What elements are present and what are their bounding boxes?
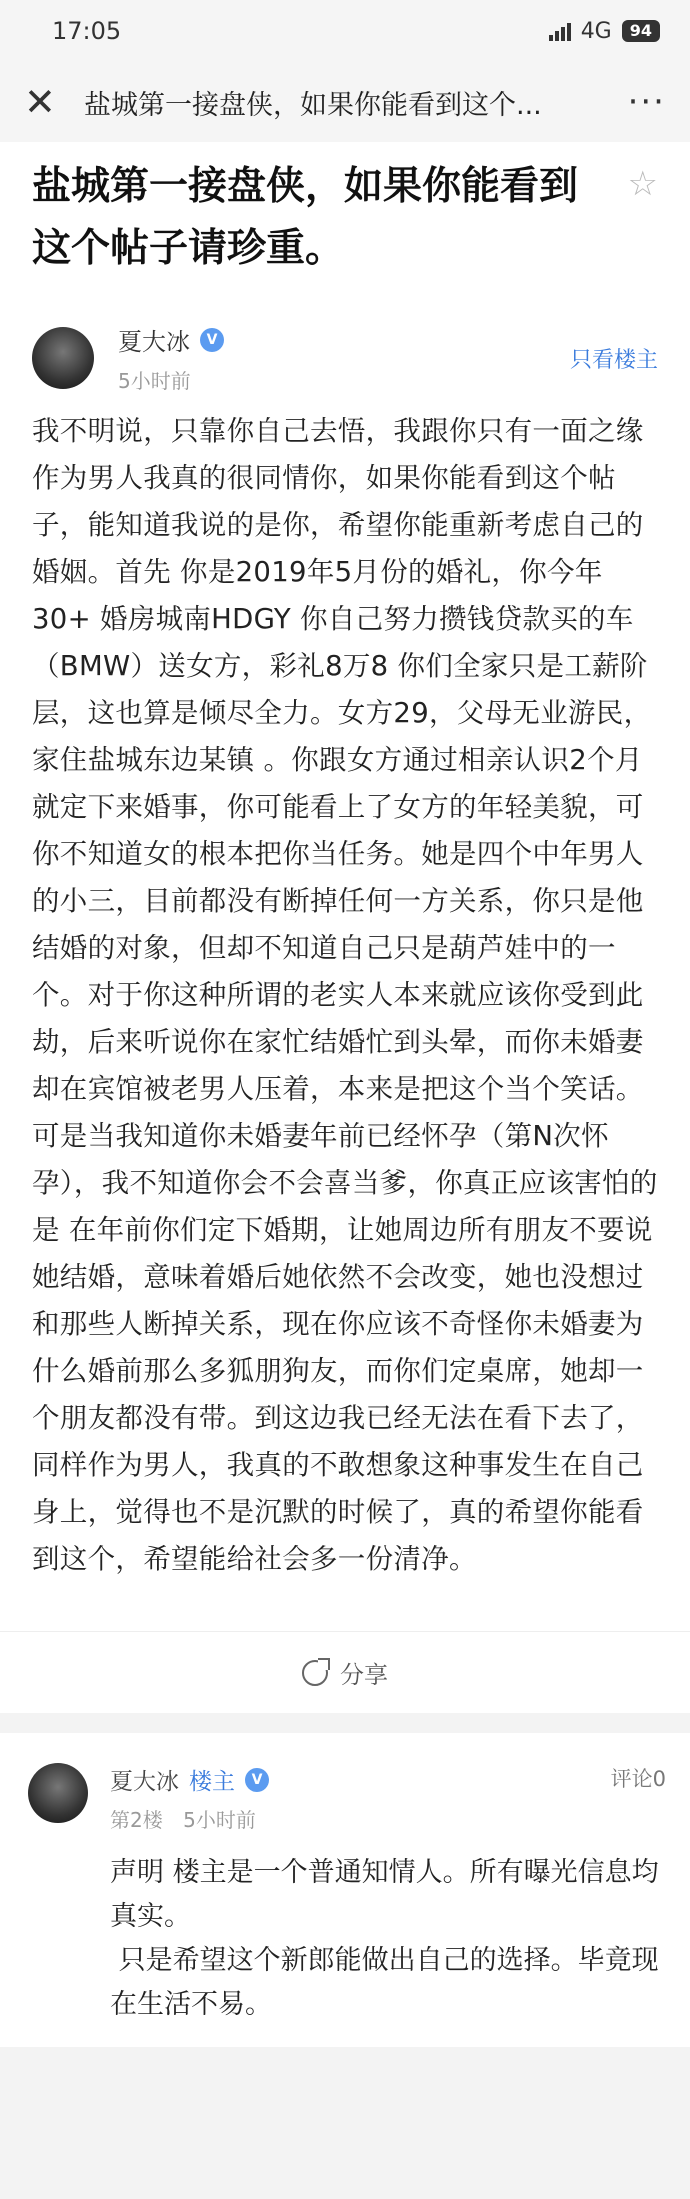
author-name[interactable]: 夏大冰 (118, 328, 190, 356)
post-body: 我不明说，只靠你自己去悟，我跟你只有一面之缘作为男人我真的很同情你，如果你能看到这个帖子，能知道我说的是你，希望你能重新考虑自己的婚姻。首先 你是2019年5月份的婚礼，你今年30+ 婚房城南HDGY 你自己努力攒钱贷款买的车（BMW）送女方，彩礼8万8 你们全家只是工薪阶层，这也算是倾尽全力。女方29，父母无业游民，家住盐城东边某镇 。你跟女方通过相亲认识2个月就定下来婚事，你可能看上了女方的年轻美貌，可你不知道女的根本把你当任务。她是四个中年男人的小三，目前都没有断掉任何一方关系，你只是他结婚的对象，但却不知道自己只是葫芦娃中的一个。对于你这种所谓的老实人本来就应该你受到此劫，后来听说你在家忙结婚忙到头晕，而你未婚妻却在宾馆被老男人压着，本来是把这个当个笑话。可是当我知道你未婚妻年前已经怀孕（第N次怀孕），我不知道你会不会喜当爹，你真正应该害怕的是 在年前你们定下婚期，让她周边所有朋友不要说她结婚，意味着婚后她依然不会改变，她也没想过和那些人断掉关系，现在你应该不奇怪你未婚妻为什么婚前那么多狐朋狗友，而你们定桌席，她却一个朋友都没有带。到这边我已经无法在看下去了，同样作为男人，我真的不敢想象这种事发生在自己身上，觉得也不是沉默的时候了，真的希望你能看到这个，希望能给社会多一份清净。 (32, 415, 658, 1575)
comment-button[interactable]: 评论0 (610, 1767, 666, 1791)
battery-icon: 94 (622, 20, 660, 42)
share-label: 分享 (340, 1661, 388, 1689)
post-title-row (32, 142, 658, 280)
only-op-button[interactable]: 只看楼主 (569, 347, 658, 373)
reply-time: 5小时前 (183, 1808, 256, 1832)
share-icon (302, 1660, 328, 1686)
close-icon[interactable]: ✕ (24, 80, 56, 124)
reply-item (0, 1733, 690, 2047)
header-title: 盐城第一接盘侠，如果你能看到这个... (84, 89, 542, 121)
status-indicators (549, 19, 660, 44)
post-title: 盐城第一接盘侠，如果你能看到这个帖子请珍重。 (32, 164, 579, 271)
reply-meta (110, 1804, 270, 1833)
title-bar (0, 62, 690, 142)
verified-badge-icon: V (200, 328, 224, 352)
network-type: 4G (580, 18, 612, 44)
post-main (0, 142, 690, 1631)
reply-main (110, 1763, 666, 2027)
reply-author-row (110, 1763, 270, 1796)
reply-line: 只是希望这个新郎能做出自己的选择。毕竟现在生活不易。 (110, 1945, 659, 2020)
status-bar (0, 0, 690, 62)
author-row (32, 322, 658, 394)
reply-floor: 第2楼 (110, 1808, 163, 1832)
status-time: 17:05 (52, 17, 122, 45)
share-button[interactable] (0, 1631, 690, 1713)
favorite-star-icon[interactable]: ☆ (627, 164, 658, 204)
more-icon[interactable]: ··· (627, 82, 666, 122)
op-tag: 楼主 (189, 1769, 235, 1795)
author-info (118, 322, 570, 394)
reply-head (110, 1763, 666, 1833)
author-name-row (118, 322, 570, 357)
avatar[interactable] (28, 1763, 88, 1823)
reply-author[interactable]: 夏大冰 (110, 1769, 179, 1795)
avatar[interactable] (32, 327, 94, 389)
reply-line: 声明 楼主是一个普通知情人。所有曝光信息均真实。 (110, 1857, 659, 1932)
verified-badge-icon: V (245, 1768, 269, 1792)
post-time: 5小时前 (118, 369, 191, 393)
signal-icon (549, 21, 571, 41)
reply-body (110, 1851, 666, 2027)
divider (0, 1713, 690, 1733)
